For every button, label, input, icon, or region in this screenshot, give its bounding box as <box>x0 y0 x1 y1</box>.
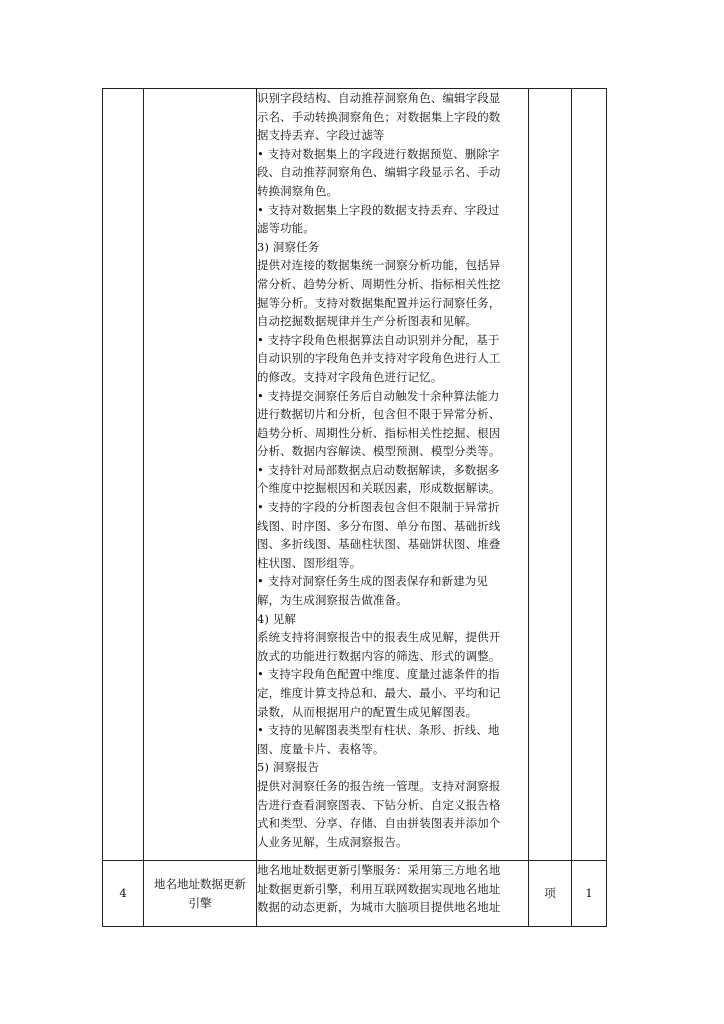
unit-cell <box>529 89 572 861</box>
row4-desc-line: 地名地址数据更新引擎服务：采用第三方地名地 <box>257 863 501 877</box>
table-row-continuation <box>103 89 607 861</box>
item-name-cell <box>144 89 257 861</box>
description-line: 式和类型、分享、存储、自由拼装图表并添加个 <box>257 816 501 831</box>
description-line: • 支持的字段的分析图表包含但不限制于异常折 <box>257 500 500 515</box>
description-line: 自动挖掘数据规律并生产分析图表和见解。 <box>257 314 478 329</box>
specification-table <box>102 88 607 927</box>
description-line: 自动识别的字段角色并支持对字段角色进行人工 <box>257 351 501 366</box>
item-name-line1: 地名地址数据更新 <box>154 876 246 891</box>
description-line: • 支持字段角色根据算法自动识别并分配，基于 <box>257 332 500 347</box>
description-line: • 支持针对局部数据点启动数据解读，多数据多 <box>257 462 500 477</box>
description-line: 图、多折线图、基础柱状图、基础饼状图、堆叠 <box>257 537 501 552</box>
description-line: 进行数据切片和分析，包含但不限于异常分析、 <box>257 407 501 422</box>
description-line: 3) 洞察任务 <box>257 239 320 254</box>
row4-description <box>257 861 529 927</box>
quantity: 1 <box>572 861 607 927</box>
table-row-4 <box>103 861 607 927</box>
description-line: 趋势分析、周期性分析、指标相关性挖掘、根因 <box>257 425 501 440</box>
description-line: 录数，从而根据用户的配置生成见解图表。 <box>257 704 478 719</box>
description-line: 告进行查看洞察图表、下钻分析、自定义报告格 <box>257 797 501 812</box>
index-cell <box>103 89 144 861</box>
description-line: • 支持对数据集上字段的数据支持丢弃、字段过 <box>257 202 500 217</box>
description-line: 线图、时序图、多分布图、单分布图、基础折线 <box>257 518 501 533</box>
description-line: • 支持的见解图表类型有柱状、条形、折线、地 <box>257 723 500 738</box>
row4-desc-line: 数据的动态更新，为城市大脑项目提供地名地址 <box>257 900 501 915</box>
description-line: 4) 见解 <box>257 611 297 626</box>
description-line: • 支持字段角色配置中维度、度量过滤条件的指 <box>257 667 500 682</box>
description-line: 分析、数据内容解读、模型预测、模型分类等。 <box>257 444 501 459</box>
description-line: 5) 洞察报告 <box>257 760 320 775</box>
description-line: 图、度量卡片、表格等。 <box>257 741 385 756</box>
description-line: 据支持丢弃、字段过滤等 <box>257 128 385 143</box>
description-line: 掘等分析。支持对数据集配置并运行洞察任务， <box>257 295 501 310</box>
description-line: 提供对洞察任务的报告统一管理。支持对洞察报 <box>257 778 501 793</box>
description-line: 个维度中挖掘根因和关联因素，形成数据解读。 <box>257 481 501 496</box>
quantity-cell <box>572 89 607 861</box>
description-line: 常分析、趋势分析、周期性分析、指标相关性挖 <box>257 276 501 291</box>
description-line: 示名、手动转换洞察角色；对数据集上字段的数 <box>257 109 501 124</box>
description-line: 解，为生成洞察报告做准备。 <box>257 593 408 608</box>
description-line: • 支持提交洞察任务后自动触发十余种算法能力 <box>257 388 500 403</box>
item-name <box>144 861 257 927</box>
unit: 项 <box>529 861 572 927</box>
description-line: 识别字段结构、自动推荐洞察角色、编辑字段显 <box>257 91 501 105</box>
description-line: 定，维度计算支持总和、最大、最小、平均和记 <box>257 686 501 700</box>
description-line: 人业务见解，生成洞察报告。 <box>257 834 408 849</box>
description-line: 提供对连接的数据集统一洞察分析功能，包括异 <box>257 258 501 273</box>
description-line: 滤等功能。 <box>257 221 315 236</box>
description-line: 柱状图、图形组等。 <box>257 555 362 570</box>
description-line: 的修改。支持对字段角色进行记忆。 <box>257 369 443 384</box>
description-cell <box>257 89 529 861</box>
item-name-line2: 引擎 <box>188 895 212 910</box>
description-line: 系统支持将洞察报告中的报表生成见解，提供开 <box>257 630 501 645</box>
row4-desc-line: 址数据更新引擎，利用互联网数据实现地名地址 <box>257 881 501 896</box>
description-line: 转换洞察角色。 <box>257 183 339 198</box>
description-line: • 支持对数据集上的字段进行数据预览、删除字 <box>257 146 500 161</box>
description-line: 放式的功能进行数据内容的筛选、形式的调整。 <box>257 648 501 663</box>
row-index: 4 <box>103 861 144 927</box>
description-line: 段、自动推荐洞察角色、编辑字段显示名、手动 <box>257 165 501 180</box>
description-line: • 支持对洞察任务生成的图表保存和新建为见 <box>257 574 488 589</box>
description-lines <box>257 89 528 851</box>
